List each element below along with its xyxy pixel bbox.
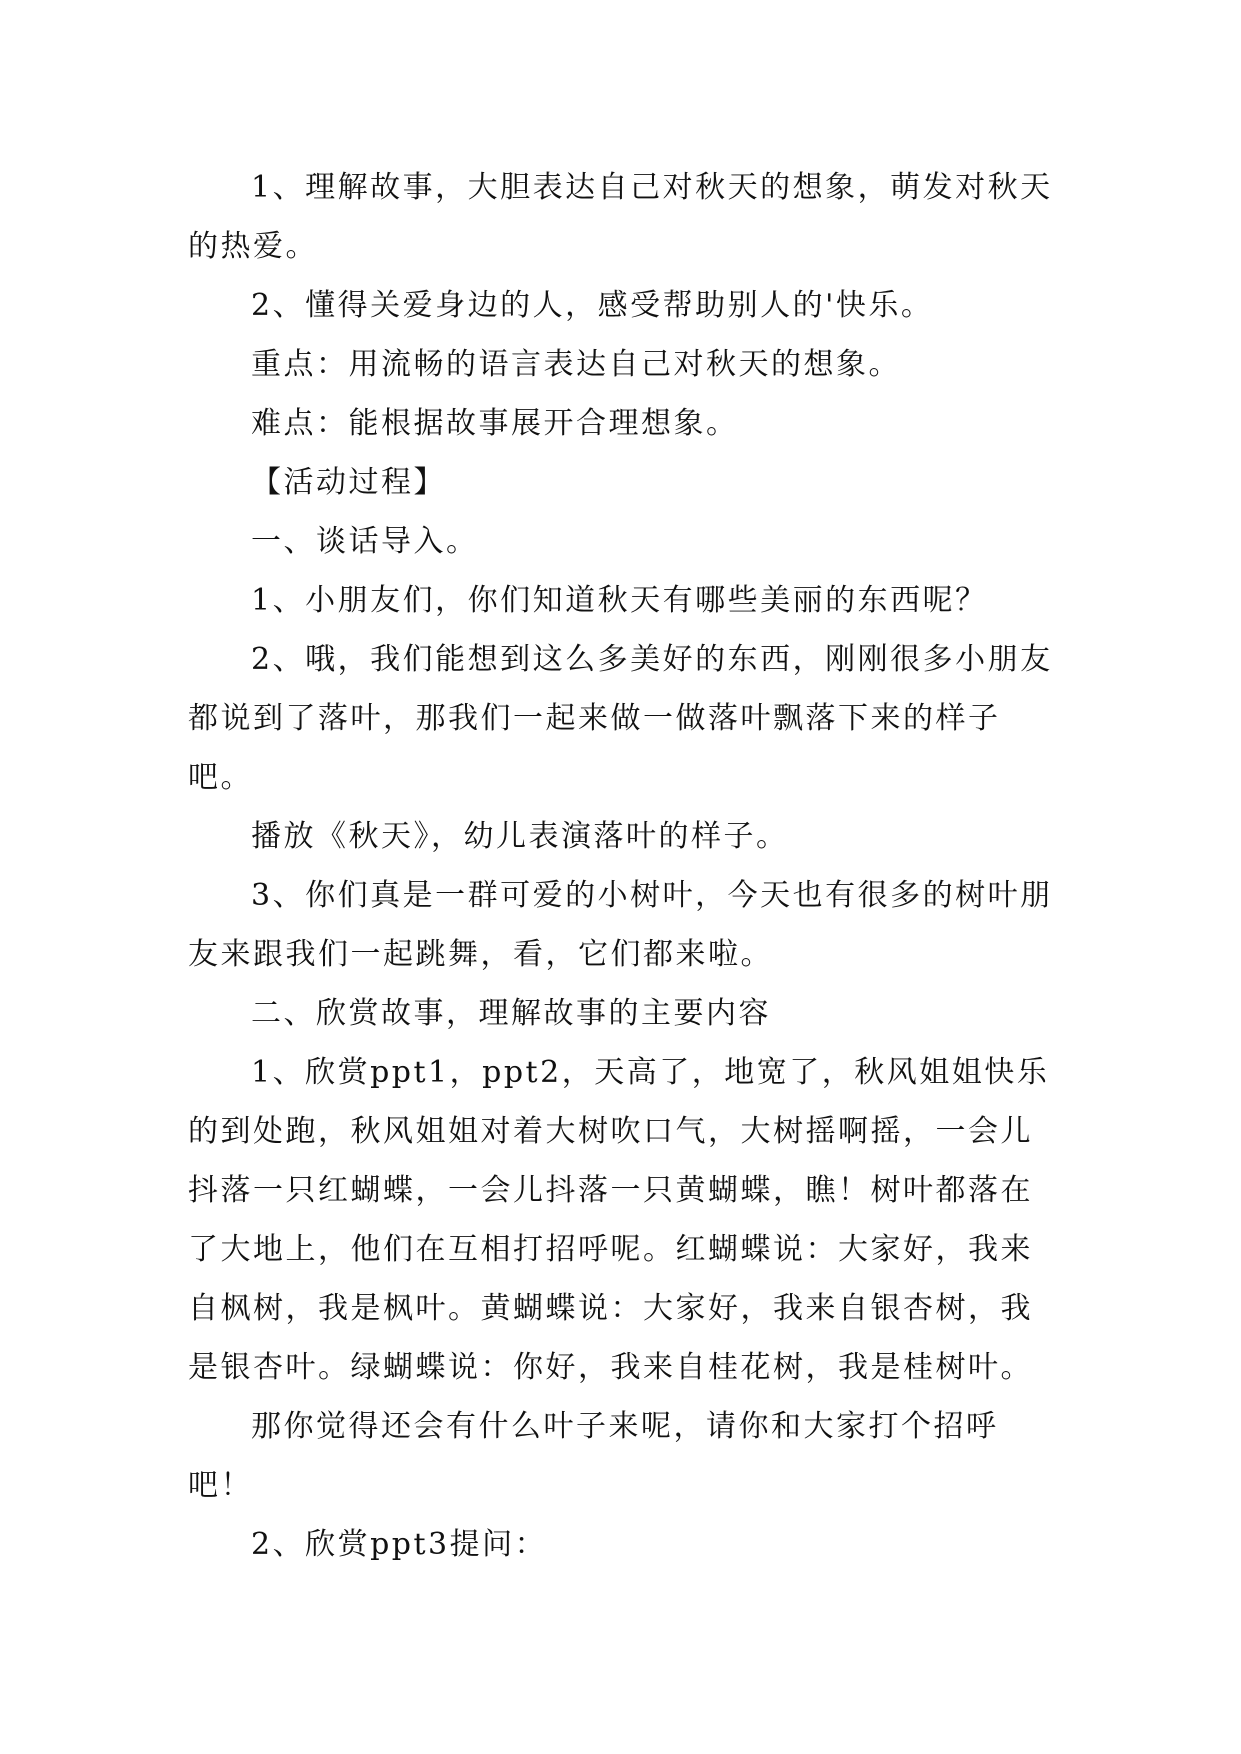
- section-one-step-3: 3、你们真是一群可爱的小树叶，今天也有很多的树叶朋友来跟我们一起跳舞，看，它们都来啦。: [188, 878, 1053, 972]
- section-one-step-2: 2、哦，我们能想到这么多美好的东西，刚刚很多小朋友都说到了落叶，那我们一起来做一做落叶飘落下来的样子吧。: [188, 642, 1053, 795]
- section-two-step-2: 2、欣赏ppt3提问：: [251, 1527, 548, 1562]
- key-point: 重点：用流畅的语言表达自己对秋天的想象。: [251, 347, 901, 382]
- section-two-step-1: 1、欣赏ppt1，ppt2，天高了，地宽了，秋风姐姐快乐的到处跑，秋风姐姐对着大树吹口气，大树摇啊摇，一会儿抖落一只红蝴蝶，一会儿抖落一只黄蝴蝶，瞧！树叶都落在了大地上，他们在互相打招呼呢。红蝴蝶说：大家好，我来自枫树，我是枫叶。黄蝴蝶说：大家好，我来自银杏树，我是银杏叶。绿蝴蝶说：你好，我来自桂花树，我是桂树叶。: [188, 1055, 1050, 1385]
- goal-item-1: 1、理解故事，大胆表达自己对秋天的想象，萌发对秋天的热爱。: [188, 170, 1053, 264]
- goal-item-2: 2、懂得关爱身边的人，感受帮助别人的'快乐。: [251, 288, 934, 323]
- section-one-heading: 一、谈话导入。: [251, 524, 479, 559]
- section-two-prompt: 那你觉得还会有什么叶子来呢，请你和大家打个招呼吧！: [188, 1409, 999, 1503]
- difficult-point: 难点：能根据故事展开合理想象。: [251, 406, 739, 441]
- play-music-instruction: 播放《秋天》，幼儿表演落叶的样子。: [251, 819, 789, 854]
- document-body: [188, 158, 1058, 1574]
- activity-process-heading: 【活动过程】: [251, 465, 446, 500]
- section-one-step-1: 1、小朋友们，你们知道秋天有哪些美丽的东西呢？: [251, 583, 988, 618]
- section-two-heading: 二、欣赏故事，理解故事的主要内容: [251, 996, 771, 1031]
